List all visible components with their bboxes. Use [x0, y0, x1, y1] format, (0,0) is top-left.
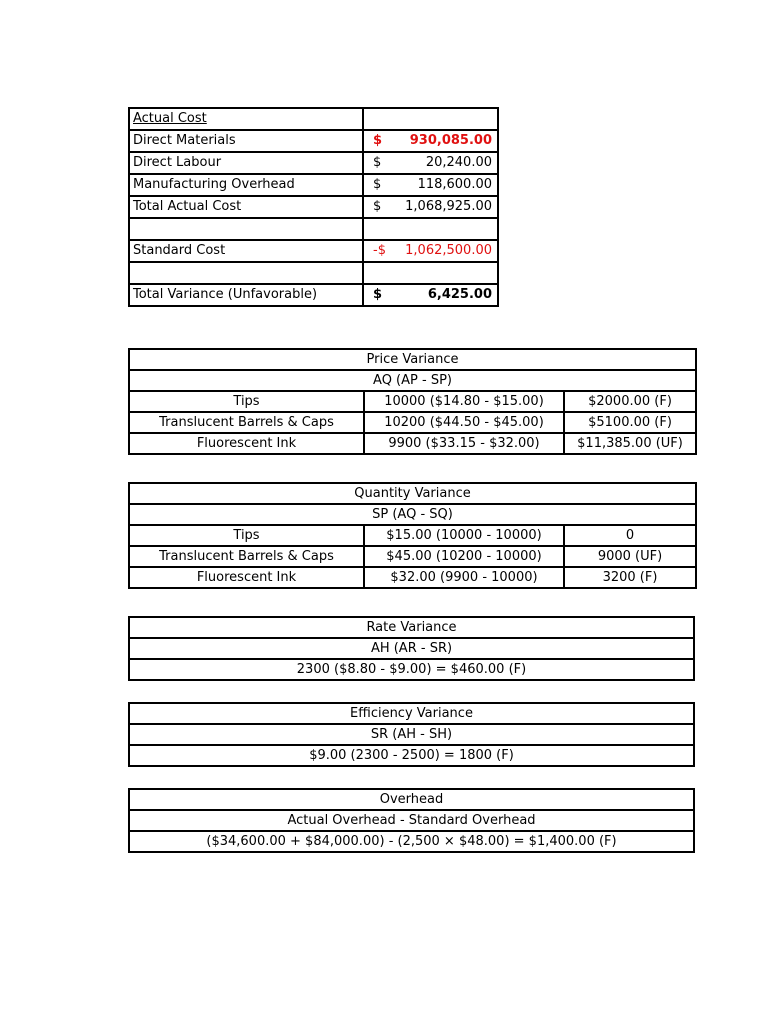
item-calc: $32.00 (9900 - 10000) — [364, 567, 564, 588]
table-row — [129, 546, 696, 567]
manufacturing-overhead-label: Manufacturing Overhead — [129, 174, 363, 196]
item-calc: 10000 ($14.80 - $15.00) — [364, 391, 564, 412]
item-result: 9000 (UF) — [564, 546, 696, 567]
table-row — [129, 638, 694, 659]
table-row — [129, 433, 696, 454]
item-name: Tips — [129, 391, 364, 412]
rate-variance-formula: AH (AR - SR) — [129, 638, 694, 659]
table-row — [129, 724, 694, 745]
total-actual-cost-amount: $ 1,068,925.00 — [363, 196, 498, 218]
table-row — [129, 262, 498, 284]
table-row — [129, 831, 694, 852]
quantity-variance-formula: SP (AQ - SQ) — [129, 504, 696, 525]
item-name: Translucent Barrels & Caps — [129, 546, 364, 567]
overhead-calc: ($34,600.00 + $84,000.00) - (2,500 × $48.00) = $1,400.00 (F) — [129, 831, 694, 852]
overhead-title: Overhead — [129, 789, 694, 810]
table-row — [129, 617, 694, 638]
table-row — [129, 504, 696, 525]
overhead-table — [128, 788, 695, 853]
table-row — [129, 567, 696, 588]
total-actual-cost-label: Total Actual Cost — [129, 196, 363, 218]
table-row — [129, 240, 498, 262]
direct-materials-label: Direct Materials — [129, 130, 363, 152]
table-row — [129, 810, 694, 831]
table-row — [129, 703, 694, 724]
item-name: Fluorescent Ink — [129, 567, 364, 588]
table-row — [129, 483, 696, 504]
empty-cell — [363, 218, 498, 240]
price-variance-title: Price Variance — [129, 349, 696, 370]
table-row — [129, 789, 694, 810]
total-variance-label: Total Variance (Unfavorable) — [129, 284, 363, 306]
empty-cell — [129, 262, 363, 284]
item-name: Fluorescent Ink — [129, 433, 364, 454]
manufacturing-overhead-amount: $ 118,600.00 — [363, 174, 498, 196]
quantity-variance-table — [128, 482, 697, 589]
item-calc: 9900 ($33.15 - $32.00) — [364, 433, 564, 454]
item-result: $5100.00 (F) — [564, 412, 696, 433]
price-variance-formula: AQ (AP - SP) — [129, 370, 696, 391]
direct-labour-label: Direct Labour — [129, 152, 363, 174]
direct-materials-amount: $ 930,085.00 — [363, 130, 498, 152]
table-row — [129, 391, 696, 412]
overhead-formula: Actual Overhead - Standard Overhead — [129, 810, 694, 831]
table-row — [129, 152, 498, 174]
table-row — [129, 284, 498, 306]
table-row — [129, 659, 694, 680]
item-result: 3200 (F) — [564, 567, 696, 588]
table-row — [129, 370, 696, 391]
item-calc: $15.00 (10000 - 10000) — [364, 525, 564, 546]
table-row — [129, 745, 694, 766]
table-row — [129, 412, 696, 433]
efficiency-variance-table — [128, 702, 695, 767]
rate-variance-table — [128, 616, 695, 681]
table-row — [129, 108, 498, 130]
empty-cell — [129, 218, 363, 240]
rate-variance-title: Rate Variance — [129, 617, 694, 638]
direct-labour-amount: $ 20,240.00 — [363, 152, 498, 174]
table-row — [129, 349, 696, 370]
efficiency-variance-calc: $9.00 (2300 - 2500) = 1800 (F) — [129, 745, 694, 766]
item-calc: $45.00 (10200 - 10000) — [364, 546, 564, 567]
price-variance-table — [128, 348, 697, 455]
standard-cost-amount: -$ 1,062,500.00 — [363, 240, 498, 262]
item-name: Translucent Barrels & Caps — [129, 412, 364, 433]
efficiency-variance-formula: SR (AH - SH) — [129, 724, 694, 745]
table-row — [129, 525, 696, 546]
total-variance-amount: $ 6,425.00 — [363, 284, 498, 306]
item-name: Tips — [129, 525, 364, 546]
table-row — [129, 196, 498, 218]
table-row — [129, 174, 498, 196]
standard-cost-label: Standard Cost — [129, 240, 363, 262]
actual-cost-heading: Actual Cost — [129, 108, 363, 130]
empty-cell — [363, 262, 498, 284]
item-calc: 10200 ($44.50 - $45.00) — [364, 412, 564, 433]
item-result: $11,385.00 (UF) — [564, 433, 696, 454]
rate-variance-calc: 2300 ($8.80 - $9.00) = $460.00 (F) — [129, 659, 694, 680]
table-row — [129, 130, 498, 152]
quantity-variance-title: Quantity Variance — [129, 483, 696, 504]
empty-cell — [363, 108, 498, 130]
table-row — [129, 218, 498, 240]
efficiency-variance-title: Efficiency Variance — [129, 703, 694, 724]
item-result: 0 — [564, 525, 696, 546]
item-result: $2000.00 (F) — [564, 391, 696, 412]
actual-cost-table — [128, 107, 499, 307]
